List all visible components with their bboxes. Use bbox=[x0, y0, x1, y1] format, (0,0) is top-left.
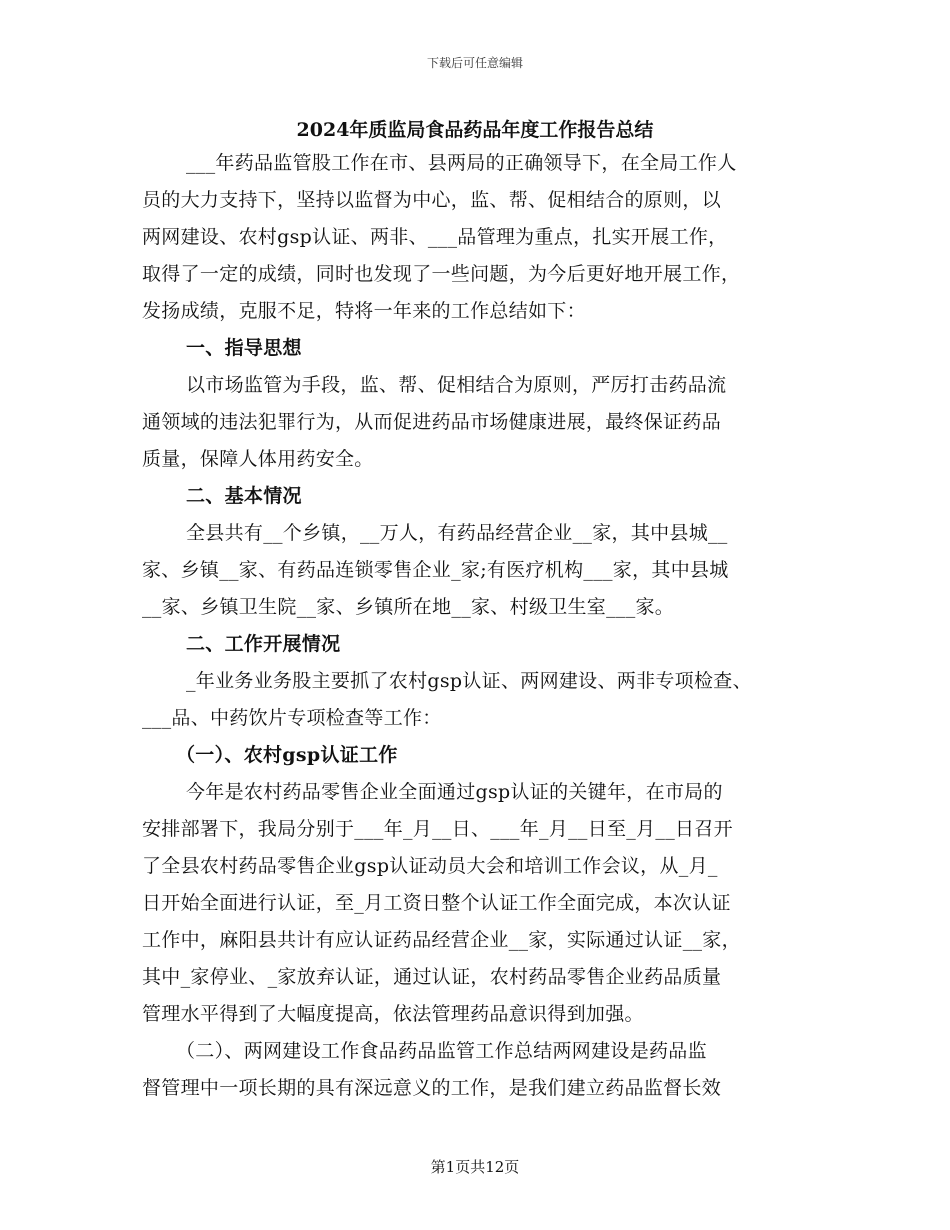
paragraph-line: 工作中，麻阳县共计有应认证药品经营企业__家，实际通过认证__家， bbox=[142, 929, 741, 951]
section-heading: 二、基本情况 bbox=[186, 485, 302, 507]
paragraph-line: 今年是农村药品零售企业全面通过gsp认证的关键年，在市局的 bbox=[186, 781, 723, 803]
paragraph-line: 督管理中一项长期的具有深远意义的工作，是我们建立药品监督长效 bbox=[142, 1077, 722, 1099]
paragraph-line: 日开始全面进行认证，至_月工资日整个认证工作全面完成，本次认证 bbox=[142, 892, 731, 914]
paragraph-line: 质量，保障人体用药安全。 bbox=[142, 448, 374, 470]
section-heading: 一、指导思想 bbox=[186, 337, 302, 359]
section-heading: 二、工作开展情况 bbox=[186, 633, 341, 655]
paragraph-line: 管理水平得到了大幅度提高，依法管理药品意识得到加强。 bbox=[142, 1003, 644, 1025]
paragraph-line: 取得了一定的成绩，同时也发现了一些问题，为今后更好地开展工作， bbox=[142, 263, 741, 285]
paragraph-line: 通领域的违法犯罪行为，从而促进药品市场健康进展，最终保证药品 bbox=[142, 411, 722, 433]
paragraph-line: __家、乡镇卫生院__家、乡镇所在地__家、村级卫生室___家。 bbox=[142, 596, 675, 618]
document-body bbox=[142, 145, 812, 1107]
paragraph-line: 家、乡镇__家、有药品连锁零售企业_家;有医疗机构___家，其中县城 bbox=[142, 559, 729, 581]
paragraph-line: ___品、中药饮片专项检查等工作： bbox=[142, 707, 442, 729]
page-number: 第1页共12页 bbox=[430, 1158, 520, 1176]
subsection-heading: （一）、农村gsp认证工作 bbox=[176, 744, 398, 766]
paragraph-line: 两网建设、农村gsp认证、两非、___品管理为重点，扎实开展工作， bbox=[142, 226, 728, 248]
header-note: 下载后可任意编辑 bbox=[426, 56, 523, 70]
paragraph-line: ___年药品监管股工作在市、县两局的正确领导下，在全局工作人 bbox=[186, 152, 737, 174]
paragraph-line: 了全县农村药品零售企业gsp认证动员大会和培训工作会议，从_月_ bbox=[142, 855, 718, 877]
paragraph-line: 其中_家停业、_家放弃认证，通过认证，农村药品零售企业药品质量 bbox=[142, 966, 722, 988]
paragraph-line: 发扬成绩，克服不足，特将一年来的工作总结如下： bbox=[142, 300, 586, 322]
paragraph-line: 安排部署下，我局分别于___年_月__日、___年_月__日至_月__日召开 bbox=[142, 818, 733, 840]
document-title: 2024年质监局食品药品年度工作报告总结 bbox=[296, 119, 654, 141]
paragraph-line: （二）、两网建设工作食品药品监管工作总结两网建设是药品监 bbox=[176, 1040, 707, 1062]
paragraph-line: 全县共有__个乡镇，__万人，有药品经营企业__家，其中县城__ bbox=[186, 522, 728, 544]
paragraph-line: 员的大力支持下，坚持以监督为中心，监、帮、促相结合的原则，以 bbox=[142, 189, 722, 211]
paragraph-line: _年业务业务股主要抓了农村gsp认证、两网建设、两非专项检查、 bbox=[186, 670, 752, 692]
paragraph-line: 以市场监管为手段，监、帮、促相结合为原则，严厉打击药品流 bbox=[186, 374, 727, 396]
